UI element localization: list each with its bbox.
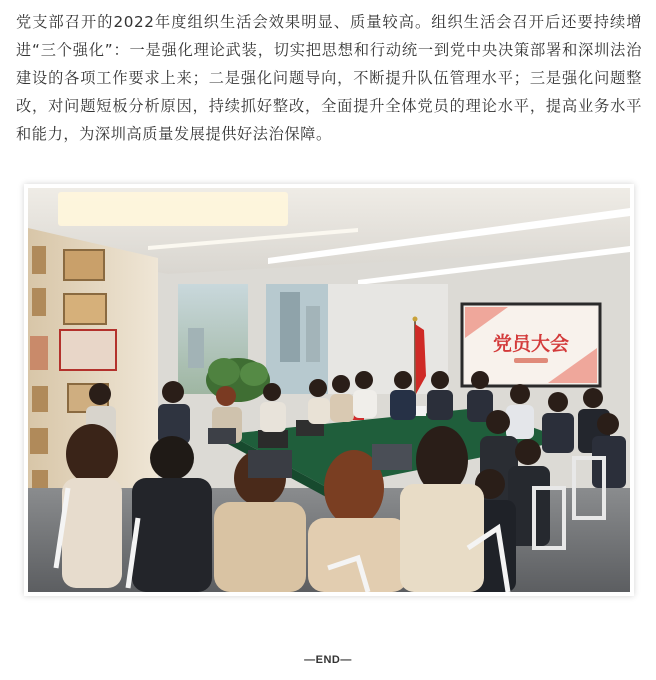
meeting-photo-illustration <box>28 188 630 592</box>
end-marker: —END— <box>304 654 352 666</box>
laptop <box>248 450 292 478</box>
screen-title: 党员大会 <box>492 333 570 355</box>
meeting-photo <box>24 184 634 596</box>
article-paragraph: 党支部召开的2022年度组织生活会效果明显、质量较高。组织生活会召开后还要持续增进“三个强化”：一是强化理论武装，切实把思想和行动统一到党中央决策部署和深圳法治建设的各项工作要求上来；二是强化问题导向，不断提升队伍管理水平；三是强化问题整改，对问题短板分析原因，持续抓好整改，全面提升全体党员的理论水平，提高业务水平和能力，为深圳高质量发展提供好法治保障。 <box>16 13 642 143</box>
